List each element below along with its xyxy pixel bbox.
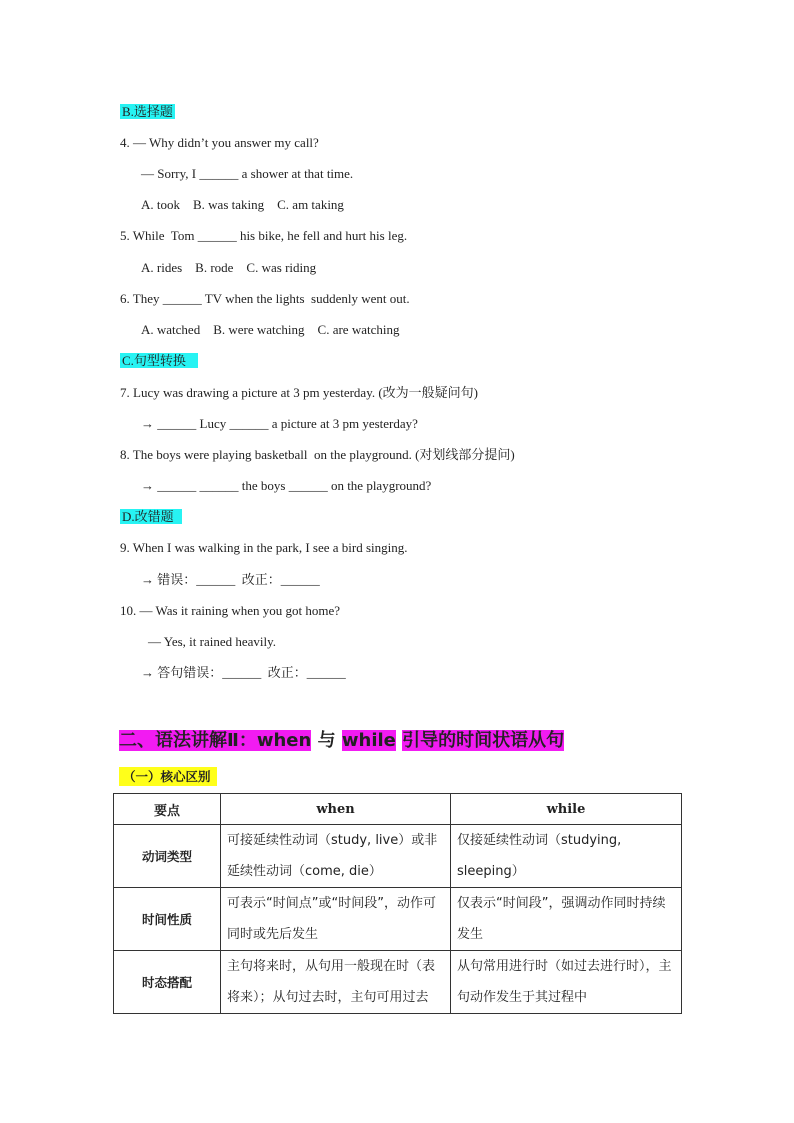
title-and: 与 [317, 730, 336, 751]
q9-answer: → 错误：______ 改正：______ [141, 572, 320, 587]
grammar-section-title [119, 729, 564, 753]
section-b-label [120, 103, 175, 121]
q10-reply: — Yes, it rained heavily. [148, 634, 277, 649]
section-c-label [120, 352, 198, 370]
q7-stem: 7. Lucy was drawing a picture at 3 pm yesterday. (改为一般疑问句) [120, 385, 479, 400]
title-when: when [256, 730, 312, 751]
section-d-label [120, 508, 182, 526]
row-while: 仅表示“时间段”，强调动作同时持续发生 [451, 888, 682, 951]
row-when: 可表示“时间点”或“时间段”，动作可同时或先后发生 [221, 888, 451, 951]
title-suffix: 引导的时间状语从句 [402, 730, 565, 751]
table-row [114, 825, 682, 888]
q4-reply: — Sorry, I ______ a shower at that time. [141, 166, 354, 181]
grammar-subtitle: （一）核心区别 [119, 767, 217, 786]
q9-stem: 9. When I was walking in the park, I see a bird singing. [120, 540, 408, 555]
row-while: 仅接延续性动词（studying, sleeping） [451, 825, 682, 888]
section-d-highlight: D.改错题 [120, 509, 182, 524]
section-b-highlight: B.选择题 [122, 104, 173, 119]
row-key: 动词类型 [114, 825, 221, 888]
q7-answer: → ______ Lucy ______ a picture at 3 pm yesterday? [141, 416, 418, 431]
q6-stem: 6. They ______ TV when the lights suddenly went out. [120, 291, 410, 306]
q5-stem: 5. While Tom ______ his bike, he fell and hurt his leg. [120, 228, 408, 243]
section-c-highlight: C.句型转换 [120, 353, 198, 368]
header-while: while [451, 794, 682, 825]
title-while: while [341, 730, 396, 751]
title-prefix: 二、语法讲解Ⅱ： [119, 730, 257, 751]
q6-options: A. watched B. were watching C. are watching [141, 322, 400, 337]
q8-stem: 8. The boys were playing basketball on the playground. (对划线部分提问) [120, 447, 515, 462]
row-while: 从句常用进行时（如过去进行时），主句动作发生于其过程中 [451, 951, 682, 1014]
q10-stem: 10. — Was it raining when you got home? [120, 603, 341, 618]
row-key: 时态搭配 [114, 951, 221, 1014]
row-when: 可接延续性动词（study, live）或非延续性动词（come, die） [221, 825, 451, 888]
q4-stem: 4. — Why didn’t you answer my call? [120, 135, 319, 150]
q8-answer: → ______ ______ the boys ______ on the playground? [141, 478, 432, 493]
table-row [114, 888, 682, 951]
row-key: 时间性质 [114, 888, 221, 951]
comparison-table [113, 793, 682, 1014]
q10-answer: → 答句错误：______ 改正：______ [141, 665, 346, 680]
header-key: 要点 [114, 794, 221, 825]
table-row [114, 951, 682, 1014]
q4-options: A. took B. was taking C. am taking [141, 197, 344, 212]
q5-options: A. rides B. rode C. was riding [141, 260, 317, 275]
table-header-row [114, 794, 682, 825]
row-when: 主句将来时，从句用一般现在时（表将来）；从句过去时，主句可用过去 [221, 951, 451, 1014]
header-when: when [221, 794, 451, 825]
